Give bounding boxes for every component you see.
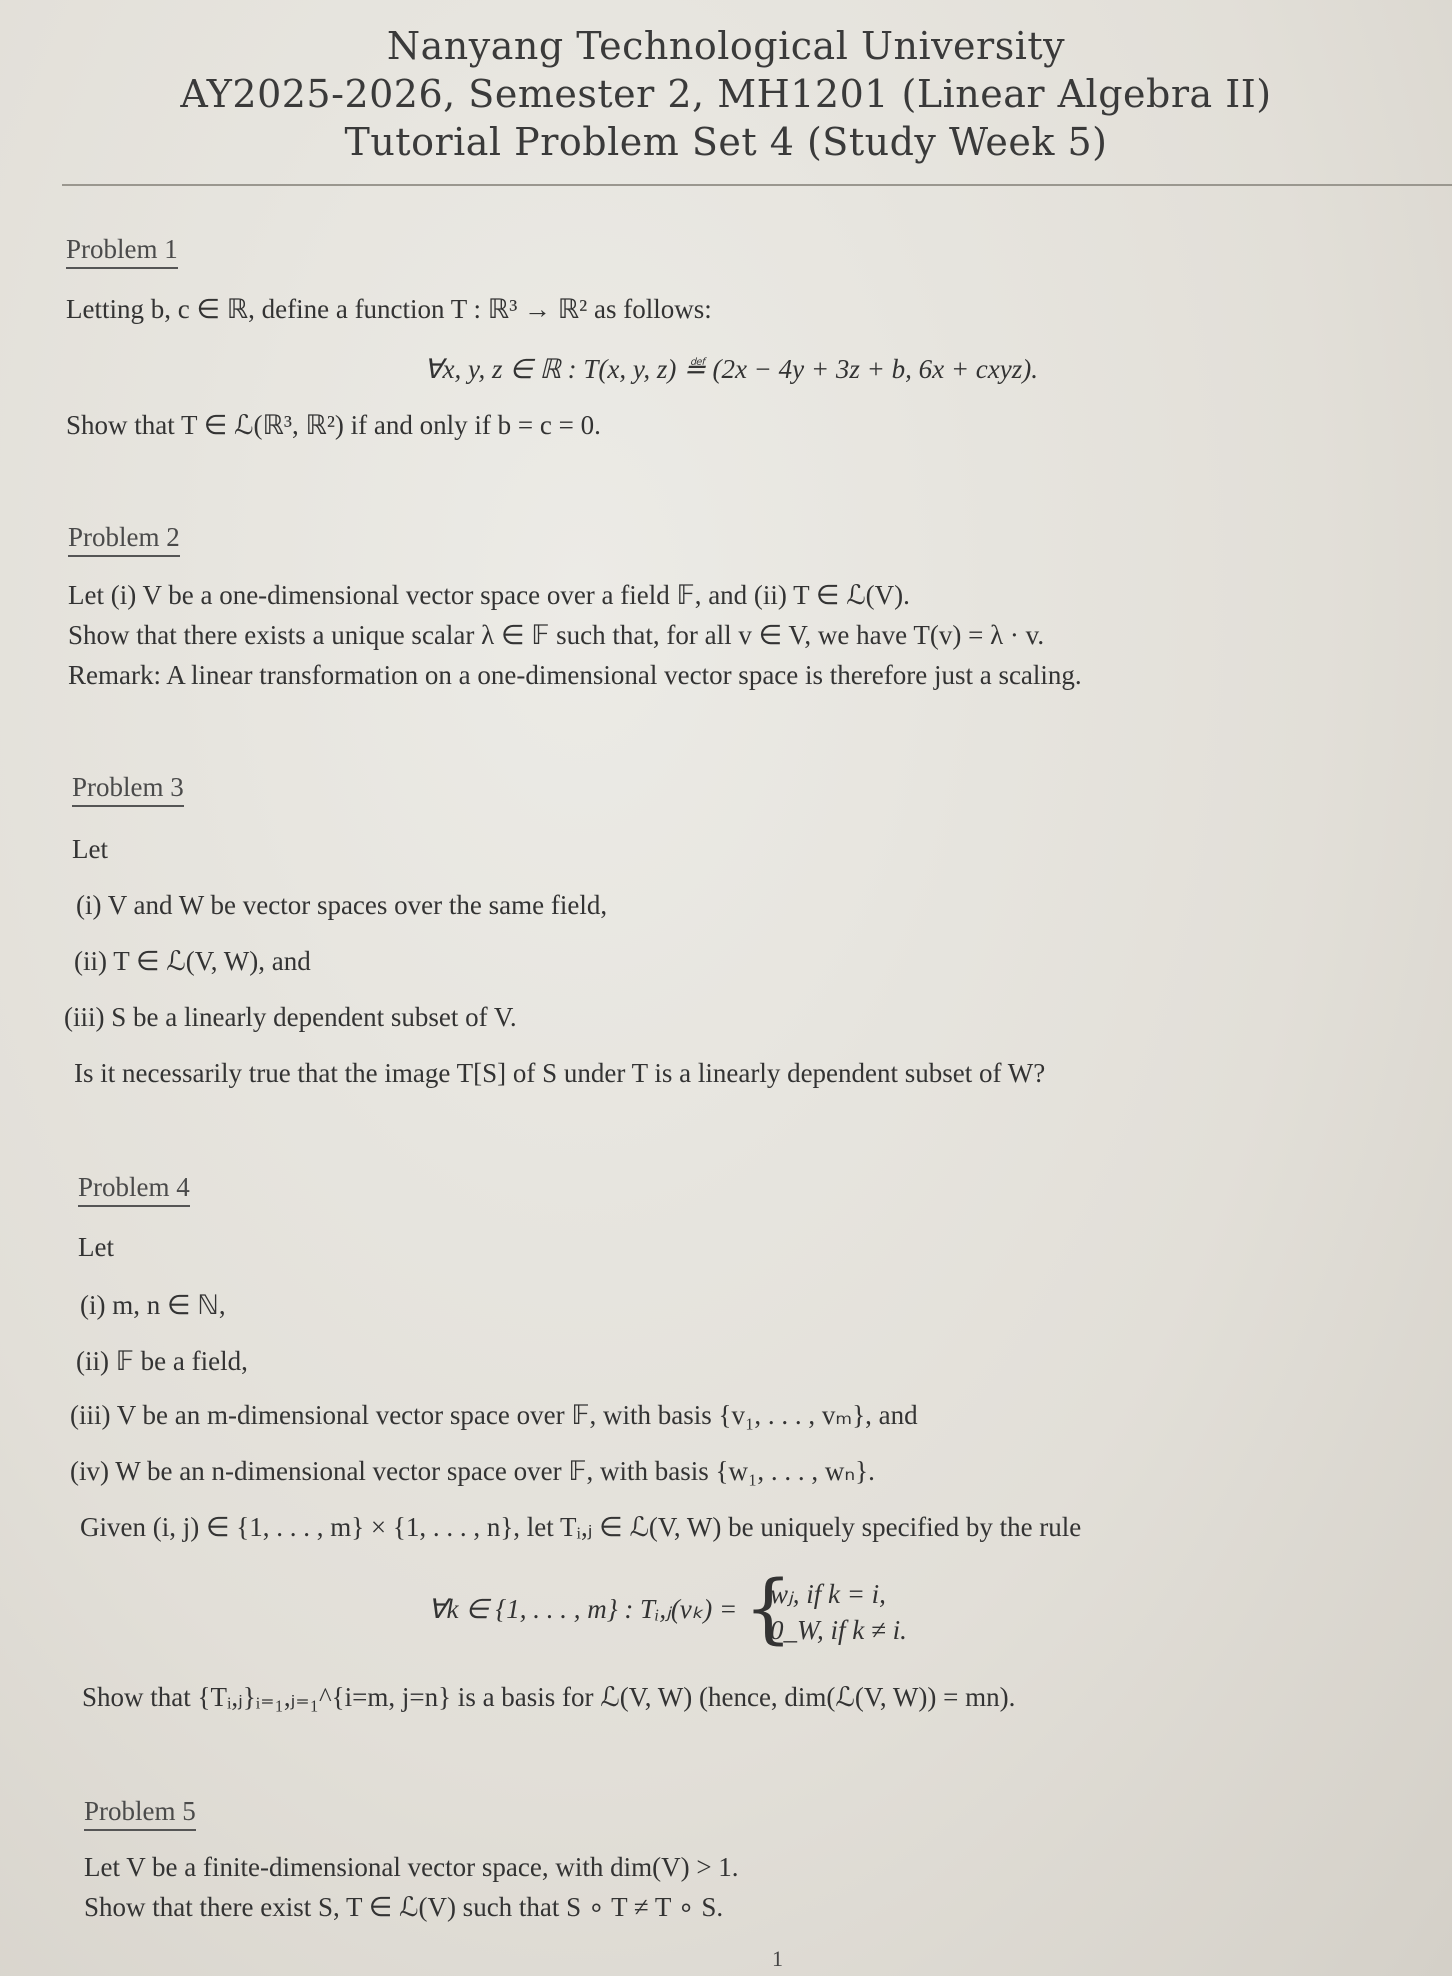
problem-title: Problem 1	[66, 234, 178, 269]
problem-text-line: Let	[78, 1232, 114, 1262]
problem-text-line: Let V be a finite-dimensional vector space, with dim(V) > 1.	[84, 1852, 739, 1882]
problem-title: Problem 4	[78, 1172, 190, 1207]
problem-title: Problem 5	[84, 1796, 196, 1831]
problem-remark: Remark: A linear transformation on a one-dimensional vector space is therefore just a scaling.	[68, 660, 1082, 690]
problem-text-line: Show that T ∈ ℒ(ℝ³, ℝ²) if and only if b = c = 0.	[66, 410, 601, 440]
problem-title: Problem 3	[72, 772, 184, 807]
problem-formula: ∀x, y, z ∈ ℝ : T(x, y, z) ≝ (2x − 4y + 3z + b, 6x + cxyz).	[424, 354, 1038, 384]
case-row: 0_W, if k ≠ i.	[770, 1615, 907, 1645]
problem-text-line: Show that there exist S, T ∈ ℒ(V) such that S ∘ T ≠ T ∘ S.	[84, 1892, 724, 1922]
problem-text-line: Show that there exists a unique scalar λ ∈ 𝔽 such that, for all v ∈ V, we have T(v) = λ · v.	[68, 620, 1045, 650]
problem-text-line: Letting b, c ∈ ℝ, define a function T : ℝ³ → ℝ² as follows:	[66, 294, 712, 324]
brace-glyph: {	[744, 1563, 793, 1652]
problem-text-line: Let (i) V be a one-dimensional vector space over a field 𝔽, and (ii) T ∈ ℒ(V).	[68, 580, 910, 610]
problem-set-title: Tutorial Problem Set 4 (Study Week 5)	[344, 120, 1108, 164]
problem-text-line: Let	[72, 834, 108, 864]
problem-text-line: Given (i, j) ∈ {1, . . . , m} × {1, . . . , n}, let Tᵢ,ⱼ ∈ ℒ(V, W) be uniquely specified by the rule	[80, 1512, 1082, 1542]
problem-list-item: (iv) W be an n-dimensional vector space over 𝔽, with basis {w₁, . . . , wₙ}.	[70, 1456, 875, 1486]
problem-list-item: (iii) S be a linearly dependent subset of V.	[64, 1002, 517, 1032]
piecewise-rule	[428, 1563, 907, 1652]
document-header	[0, 22, 1452, 166]
problem-list-item: (i) m, n ∈ ℕ,	[80, 1290, 226, 1320]
course-line: AY2025-2026, Semester 2, MH1201 (Linear Algebra II)	[180, 72, 1272, 116]
case-row: wⱼ, if k = i,	[770, 1579, 886, 1609]
problem-title: Problem 2	[68, 522, 180, 557]
piecewise-cases	[744, 1563, 907, 1652]
problem-list-item: (i) V and W be vector spaces over the same field,	[76, 890, 608, 920]
problem-list-item: (ii) 𝔽 be a field,	[76, 1346, 248, 1376]
university-name: Nanyang Technological University	[386, 24, 1066, 68]
problem-list-item: (iii) V be an m-dimensional vector space over 𝔽, with basis {v₁, . . . , vₘ}, and	[70, 1400, 918, 1430]
header-divider	[62, 184, 1452, 186]
piecewise-lhs: ∀k ∈ {1, . . . , m} : Tᵢ,ⱼ(vₖ) =	[428, 1594, 738, 1625]
problem-text-line: Is it necessarily true that the image T[S] of S under T is a linearly dependent subset of W?	[74, 1058, 1046, 1088]
problem-text-line: Show that {Tᵢ,ⱼ}ᵢ₌₁,ⱼ₌₁^{i=m, j=n} is a basis for ℒ(V, W) (hence, dim(ℒ(V, W)) = mn).	[82, 1682, 1016, 1712]
page-number: 1	[772, 1946, 783, 1971]
problem-list-item: (ii) T ∈ ℒ(V, W), and	[74, 946, 311, 976]
